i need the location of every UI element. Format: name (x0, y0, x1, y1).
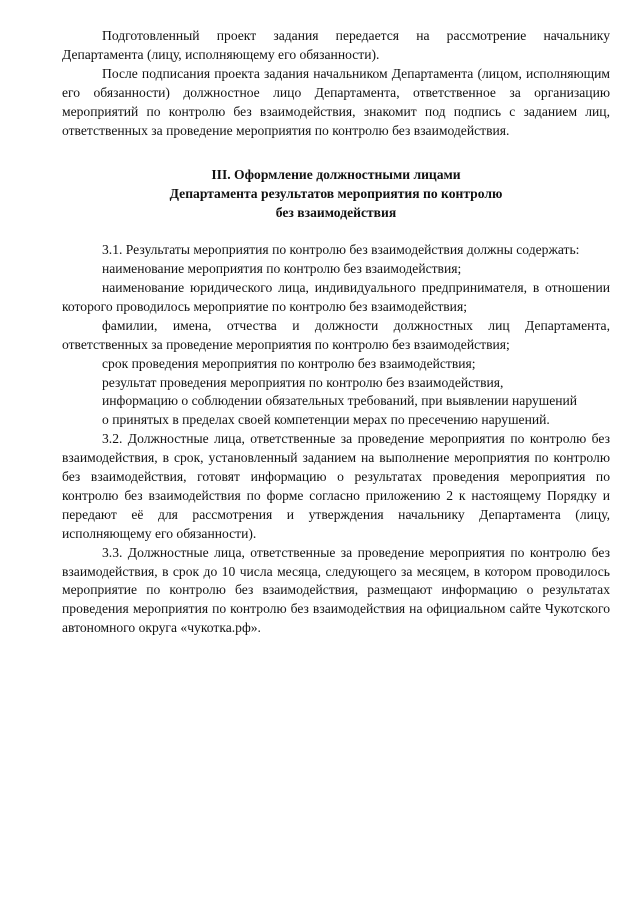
list-item: информацию о соблюдении обязательных требований, при выявлении нарушений (102, 393, 578, 409)
list-item: наименование мероприятия по контролю без взаимодействия; (102, 261, 462, 277)
section-heading-line-1: III. Оформление должностными лицами (211, 167, 461, 183)
document-page (62, 27, 610, 638)
spacer (62, 223, 610, 241)
list-item: наименование юридического лица, индивидуального предпринимателя, в отношении которого проводилось мероприятие по контролю без взаимодействия; (62, 279, 610, 314)
intro-paragraph-1: Подготовленный проект задания передается на рассмотрение начальнику Департамента (лицу, исполняющему его обязанности). (62, 28, 610, 62)
section-heading-line-2: Департамента результатов мероприятия по контролю (169, 186, 503, 202)
section-heading (62, 166, 610, 223)
paragraph-3-1: 3.1. Результаты мероприятия по контролю без взаимодействия должны содержать: (102, 242, 580, 258)
list-item: фамилии, имена, отчества и должности должностных лиц Департамента, ответственных за проведение мероприятия по контролю без взаимодействия; (62, 317, 610, 352)
list-item: о принятых в пределах своей компетенции мерах по пресечению нарушений. (102, 412, 550, 428)
section-heading-line-3: без взаимодействия (275, 205, 397, 221)
list-item: результат проведения мероприятия по контролю без взаимодействия, (102, 374, 504, 390)
paragraph-3-2: 3.2. Должностные лица, ответственные за проведение мероприятия по контролю без взаимодействия, в срок, установленный заданием на выполнение мероприятия по контролю без взаимодействия, готовят информацию о результатах проведения мероприятия по контролю без взаимодействия по форме согласно приложению 2 к настоящему Порядку и передают её для рассмотрения и утверждения начальнику Департамента (лицу, исполняющему его обязанности). (62, 431, 610, 541)
paragraph-3-3: 3.3. Должностные лица, ответственные за проведение мероприятия по контролю без взаимодействия, в срок до 10 числа месяца, следующего за месяцем, в котором проводилось мероприятие по контролю без взаимодействия, размещают информацию о результатах проведения мероприятия по контролю без взаимодействия на официальном сайте Чукотского автономного округа «чукотка.рф». (62, 544, 610, 636)
list-item: срок проведения мероприятия по контролю без взаимодействия; (102, 355, 476, 371)
intro-paragraph-2: После подписания проекта задания начальником Департамента (лицом, исполняющим его обязанности) должностное лицо Департамента, ответственное за организацию мероприятий по контролю без взаимодействия, знакомит под подпись с заданием лиц, ответственных за проведение мероприятия по контролю без взаимодействия. (62, 65, 610, 138)
